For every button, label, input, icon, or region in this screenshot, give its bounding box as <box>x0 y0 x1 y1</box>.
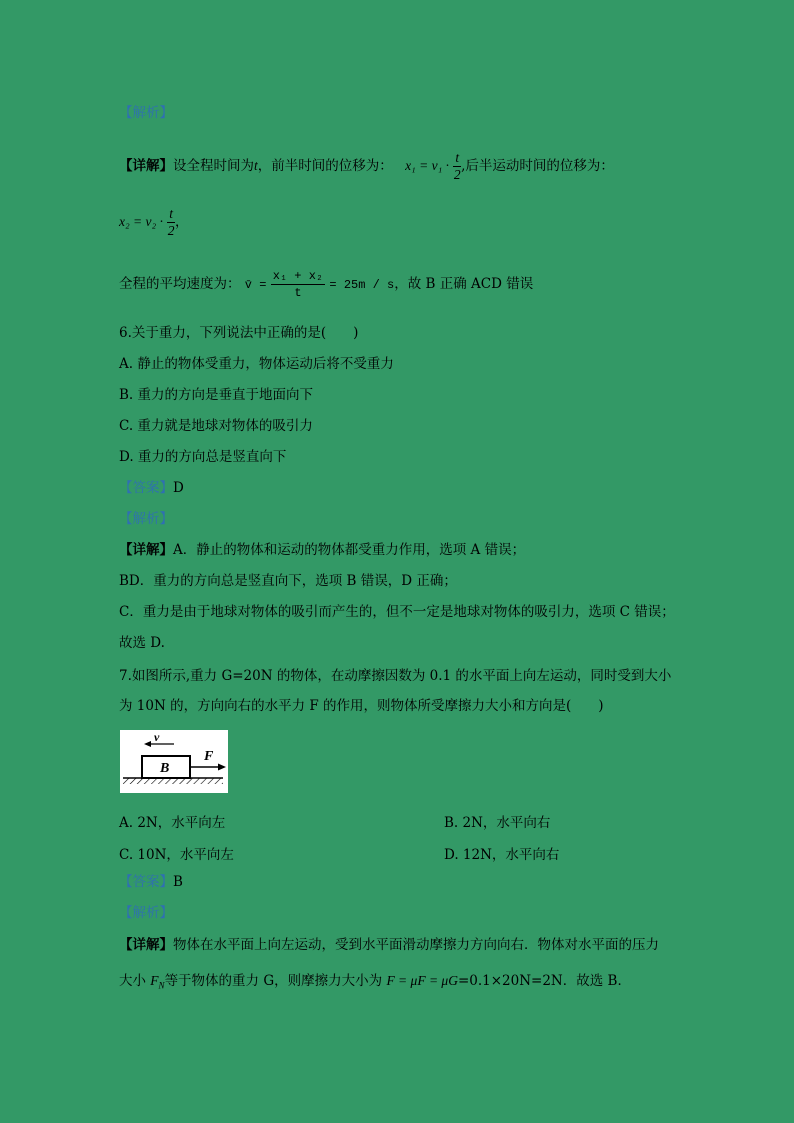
q6-jiexi-tag: 【解析】 <box>119 511 173 527</box>
q5-detail-line1 <box>119 150 614 183</box>
q5-avg-frac <box>271 268 325 301</box>
q5-eq1-frac <box>453 150 461 183</box>
q6-detail-line1 <box>119 541 525 559</box>
q7-figure-svg <box>120 730 228 793</box>
force-arrow-head <box>218 764 226 771</box>
q5-detail-text1: 设全程时间为 <box>173 158 254 174</box>
velocity-arrow-head <box>144 741 151 747</box>
q5-eq2-lhs: x₂ = v₂ · <box>119 214 163 229</box>
q5-detail-text3: ,后半运动时间的位移为： <box>461 158 614 174</box>
q7-detail-line2 <box>119 972 631 995</box>
q7-answer: B <box>173 874 183 890</box>
q7-jiexi-tag: 【解析】 <box>119 905 173 921</box>
q6-question: 6.关于重力，下列说法中正确的是( ) <box>119 325 359 341</box>
q7-detail-text1: 物体在水平面上向左运动，受到水平面滑动摩擦力方向向右．物体对水平面的压力 <box>173 937 659 953</box>
q5-eq2-tail: ， <box>175 214 189 230</box>
q5-eq2-frac-den: 2 <box>167 223 175 238</box>
q7-detail-2c: =0.1×20N=2N．故选 B． <box>457 973 631 989</box>
block-label: B <box>160 761 170 776</box>
q7-detail-2a: 大小 <box>119 973 146 989</box>
q5-detail-text2: ，前半时间的位移为： <box>257 158 393 174</box>
q7-fn-symbol: $F_N$ <box>150 973 165 991</box>
q5-avg-conclusion: ，故 B 正确 ACD 错误 <box>394 276 534 292</box>
q6-answer-line <box>119 479 184 497</box>
q6-answer: D <box>173 480 184 496</box>
q6-detail-line4: 故选 D. <box>119 635 165 651</box>
q6-option-d: D. 重力的方向总是竖直向下 <box>119 449 287 465</box>
q6-detail-text1: A．静止的物体和运动的物体都受重力作用，选项 A 错误； <box>173 542 526 558</box>
q7-option-c: C. 10N，水平向左 <box>119 847 234 863</box>
q5-eq2-line <box>119 206 189 239</box>
q5-detail-tag: 【详解】 <box>119 158 173 174</box>
q7-question-line1: 7.如图所示,重力 G=20N 的物体，在动摩擦因数为 0.1 的水平面上向左运动，同时受到大小 <box>119 668 672 684</box>
q7-detail-tag: 【详解】 <box>119 937 173 953</box>
q7-option-b: B. 2N，水平向右 <box>444 815 551 831</box>
q5-eq1-frac-den: 2 <box>453 167 461 182</box>
force-label: F <box>204 749 214 764</box>
q5-avg-label: 全程的平均速度为： <box>119 276 241 292</box>
q6-detail-line3: C．重力是由于地球对物体的吸引而产生的，但不一定是地球对物体的吸引力，选项 C 错误； <box>119 604 675 620</box>
q6-option-a: A. 静止的物体受重力，物体运动后将不受重力 <box>119 356 394 372</box>
q7-detail-2b: 等于物体的重力 G，则摩擦力大小为 <box>164 973 383 989</box>
q6-option-c: C. 重力就是地球对物体的吸引力 <box>119 418 313 434</box>
q7-option-a: A. 2N，水平向左 <box>119 815 226 831</box>
q6-detail-line2: BD．重力的方向总是竖直向下，选项 B 错误，D 正确； <box>119 573 457 589</box>
q5-t-var: t <box>254 158 258 173</box>
q5-eq1-frac-num: t <box>455 150 460 165</box>
q7-option-d: D. 12N，水平向右 <box>444 847 560 863</box>
q5-eq2-frac-num: t <box>169 206 174 221</box>
q6-option-b: B. 重力的方向是垂直于地面向下 <box>119 387 314 403</box>
q7-figure <box>120 730 228 793</box>
q5-jiexi-tag: 【解析】 <box>119 105 173 121</box>
q7-answer-line <box>119 873 183 891</box>
q5-eq2-frac <box>167 206 175 239</box>
q5-avg-line <box>119 268 533 301</box>
q6-answer-tag: 【答案】 <box>119 480 173 496</box>
q5-avg-den: t <box>294 286 302 300</box>
q7-answer-tag: 【答案】 <box>119 874 173 890</box>
q7-formula: F = μF = μG <box>386 973 458 988</box>
q5-avg-lhs: v̄ = <box>244 278 267 292</box>
q5-avg-num: x₁ + x₂ <box>272 269 324 283</box>
q5-avg-rhs: = 25m / s <box>329 278 395 292</box>
q6-detail-tag: 【详解】 <box>119 542 173 558</box>
q5-eq1-lhs: x₁ = v₁ · <box>405 158 450 173</box>
velocity-label: v <box>154 730 160 744</box>
q7-detail-line1 <box>119 936 659 954</box>
q7-question-line2: 为 10N 的，方向向右的水平力 F 的作用，则物体所受摩擦力大小和方向是( ) <box>119 698 604 714</box>
